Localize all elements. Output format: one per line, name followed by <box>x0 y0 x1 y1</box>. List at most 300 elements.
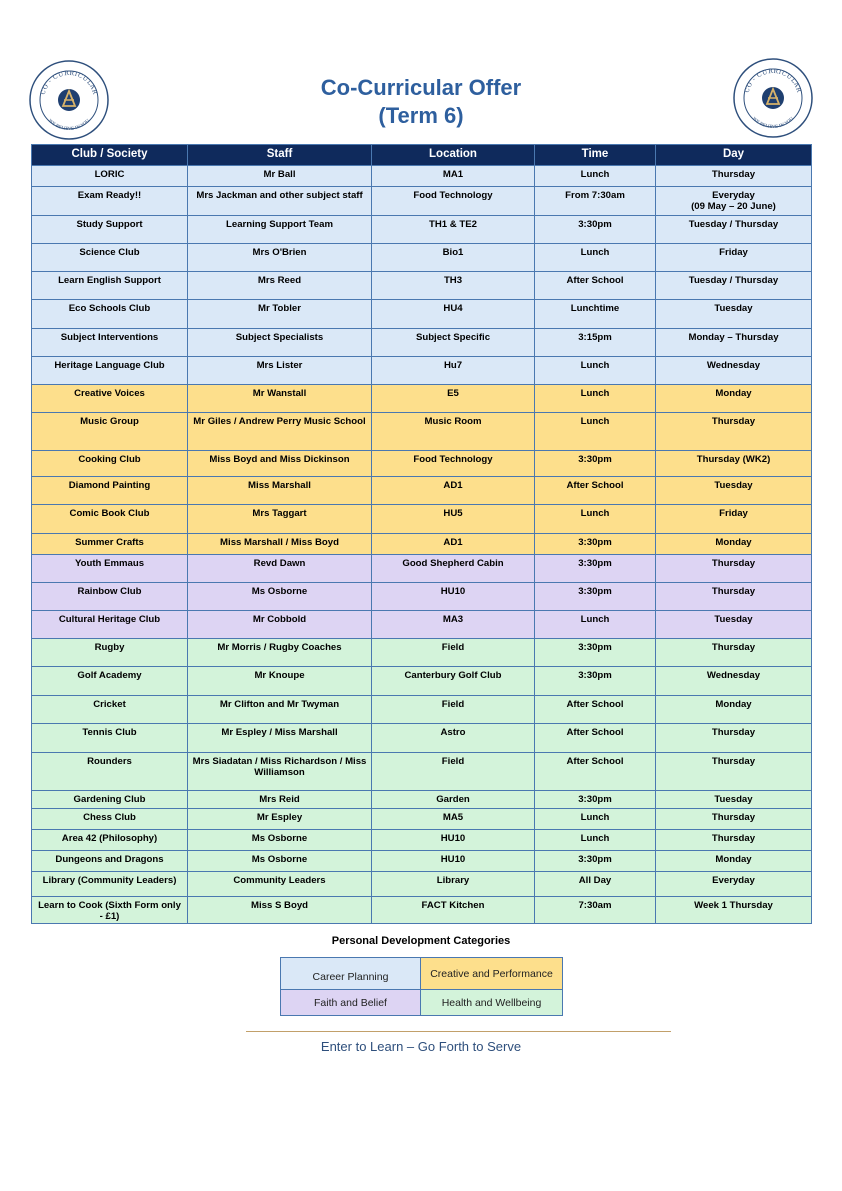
cell-text: Tennis Club <box>82 727 137 738</box>
cell-day <box>656 272 812 300</box>
cell-staff <box>188 451 372 477</box>
cell-text: Eco Schools Club <box>68 303 151 314</box>
table-row <box>32 477 812 505</box>
cell-text: 3:30pm <box>578 586 612 597</box>
cell-text: Thursday <box>711 833 756 844</box>
cell-staff <box>188 724 372 753</box>
cell-staff <box>188 872 372 897</box>
cell-text: TH3 <box>443 275 463 286</box>
cell-location <box>372 753 535 791</box>
cell-time <box>535 611 656 639</box>
cell-text: Field <box>441 699 465 710</box>
cell-time <box>535 329 656 357</box>
cell-club <box>32 872 188 897</box>
cell-text: LORIC <box>94 169 125 180</box>
cell-time <box>535 413 656 451</box>
cell-location <box>372 505 535 534</box>
cell-text: Mrs Reed <box>257 275 302 286</box>
column-header-staff: Staff <box>188 145 372 166</box>
cell-text: Bio1 <box>442 247 464 258</box>
footer-divider <box>246 1031 671 1032</box>
cell-location <box>372 555 535 583</box>
cell-time <box>535 166 656 187</box>
cell-text: Rainbow Club <box>77 586 142 597</box>
cell-location <box>372 639 535 667</box>
cell-text: 3:15pm <box>578 332 612 343</box>
cell-day <box>656 583 812 611</box>
cell-text: Mrs O'Brien <box>252 247 307 258</box>
cell-staff <box>188 611 372 639</box>
cell-time <box>535 272 656 300</box>
cell-location <box>372 724 535 753</box>
cell-text: Lunch <box>580 388 610 399</box>
cell-day <box>656 724 812 753</box>
table-row <box>32 809 812 830</box>
cell-text: Youth Emmaus <box>74 558 145 569</box>
cell-text: Mrs Taggart <box>252 508 307 519</box>
cell-text: Creative Voices <box>74 388 145 399</box>
cell-text: Everyday <box>712 190 755 201</box>
cell-location <box>372 385 535 413</box>
cell-text: Astro <box>440 727 466 738</box>
cell-text: Tuesday <box>714 614 753 625</box>
cell-text: Hu7 <box>443 360 463 371</box>
cell-text: After School <box>566 756 624 767</box>
table-row <box>32 897 812 924</box>
cell-text: Gardening Club <box>73 794 146 805</box>
cell-staff <box>188 851 372 872</box>
table-header-row <box>32 145 812 166</box>
cell-club <box>32 851 188 872</box>
cell-text: AD1 <box>443 480 463 491</box>
cell-location <box>372 851 535 872</box>
cell-text: Dungeons and Dragons <box>55 854 164 865</box>
cell-day <box>656 534 812 555</box>
cell-time <box>535 639 656 667</box>
table-row <box>32 272 812 300</box>
cell-club <box>32 534 188 555</box>
cell-day <box>656 413 812 451</box>
cell-text: Science Club <box>79 247 140 258</box>
cell-location <box>372 244 535 272</box>
cell-day <box>656 477 812 505</box>
cell-location <box>372 872 535 897</box>
cell-day <box>656 300 812 329</box>
cell-staff <box>188 534 372 555</box>
table-row <box>32 611 812 639</box>
cell-text: Thursday <box>711 642 756 653</box>
svg-text:CO - CURRICULAR: CO - CURRICULAR <box>743 67 803 94</box>
cell-text: Field <box>441 756 465 767</box>
cell-text: Summer Crafts <box>75 537 144 548</box>
cell-club <box>32 809 188 830</box>
cell-location <box>372 534 535 555</box>
cell-club <box>32 791 188 809</box>
cell-text: All Day <box>578 875 612 886</box>
cell-staff <box>188 329 372 357</box>
cell-club <box>32 187 188 216</box>
co-curricular-table <box>31 144 812 924</box>
cell-text: Chess Club <box>83 812 136 823</box>
cell-text: Learning Support Team <box>226 219 333 230</box>
cell-text: From 7:30am <box>565 190 625 201</box>
legend-title: Personal Development Categories <box>331 935 511 947</box>
cell-text: Ms Osborne <box>251 854 308 865</box>
cell-text: HU4 <box>443 303 463 314</box>
cell-text: Subject Interventions <box>60 332 159 343</box>
cell-text: Cultural Heritage Club <box>58 614 161 625</box>
cell-text: MA3 <box>442 614 464 625</box>
svg-text:WE BELIEVE IN YOU: WE BELIEVE IN YOU <box>47 117 91 132</box>
table-row <box>32 413 812 451</box>
column-header-location: Location <box>372 145 535 166</box>
cell-staff <box>188 696 372 724</box>
cell-staff <box>188 166 372 187</box>
cell-text: Golf Academy <box>77 670 142 681</box>
cell-staff <box>188 413 372 451</box>
cell-text: Canterbury Golf Club <box>404 670 502 681</box>
cell-text: Monday <box>715 388 752 399</box>
cell-text: TH1 & TE2 <box>429 219 477 230</box>
cell-day <box>656 639 812 667</box>
table-row <box>32 753 812 791</box>
cell-text: Tuesday / Thursday <box>688 219 779 230</box>
cell-day <box>656 505 812 534</box>
cell-staff <box>188 639 372 667</box>
cell-text: 7:30am <box>578 900 612 911</box>
cell-location <box>372 300 535 329</box>
cell-location <box>372 166 535 187</box>
cell-staff <box>188 244 372 272</box>
cell-staff <box>188 667 372 696</box>
cell-text: Lunch <box>580 360 610 371</box>
cell-text: Food Technology <box>413 454 493 465</box>
cell-text: Monday <box>715 699 752 710</box>
cell-club <box>32 385 188 413</box>
cell-time <box>535 830 656 851</box>
table-row <box>32 166 812 187</box>
cell-text: Tuesday <box>714 794 753 805</box>
cell-text: 3:30pm <box>578 642 612 653</box>
cell-text: Ms Osborne <box>251 833 308 844</box>
table-row <box>32 244 812 272</box>
cell-text: Heritage Language Club <box>54 360 165 371</box>
svg-text:WE BELIEVE IN YOU: WE BELIEVE IN YOU <box>751 115 795 130</box>
cell-text: Mrs Reid <box>259 794 300 805</box>
cell-time <box>535 851 656 872</box>
cell-day <box>656 357 812 385</box>
cell-location <box>372 791 535 809</box>
cell-time <box>535 555 656 583</box>
cell-text: Mr Cobbold <box>252 614 307 625</box>
cell-text: After School <box>566 699 624 710</box>
cell-text: Mr Wanstall <box>252 388 307 399</box>
cell-day <box>656 329 812 357</box>
cell-text: Thursday <box>711 586 756 597</box>
cell-staff <box>188 505 372 534</box>
cell-time <box>535 477 656 505</box>
cell-staff <box>188 809 372 830</box>
cell-text: Library (Community Leaders) <box>42 875 177 886</box>
page-subtitle: (Term 6) <box>378 103 464 128</box>
column-header-club: Club / Society <box>32 145 188 166</box>
cell-text: Lunch <box>580 416 610 427</box>
cell-text: MA5 <box>442 812 464 823</box>
table-row <box>32 791 812 809</box>
cell-text: Lunchtime <box>570 303 620 314</box>
cell-club <box>32 667 188 696</box>
cell-staff <box>188 300 372 329</box>
cell-club <box>32 753 188 791</box>
cell-club <box>32 166 188 187</box>
cell-club <box>32 300 188 329</box>
cell-text: Mr Espley <box>256 812 303 823</box>
cell-day <box>656 244 812 272</box>
cell-staff <box>188 216 372 244</box>
cell-staff <box>188 830 372 851</box>
cell-location <box>372 329 535 357</box>
cell-text: 3:30pm <box>578 670 612 681</box>
cell-club <box>32 505 188 534</box>
cell-location <box>372 272 535 300</box>
cell-text: Library <box>436 875 470 886</box>
cell-club <box>32 611 188 639</box>
table-row <box>32 851 812 872</box>
cell-staff <box>188 753 372 791</box>
cell-location <box>372 667 535 696</box>
cell-text: Thursday <box>711 812 756 823</box>
cell-text: 3:30pm <box>578 454 612 465</box>
cell-text: Mr Clifton and Mr Twyman <box>219 699 340 710</box>
cell-text: Tuesday <box>714 480 753 491</box>
column-header-day: Day <box>656 145 812 166</box>
cell-time <box>535 244 656 272</box>
cell-time <box>535 696 656 724</box>
cell-day <box>656 216 812 244</box>
table-row <box>32 505 812 534</box>
cell-text: Tuesday / Thursday <box>688 275 779 286</box>
cell-text: MA1 <box>442 169 464 180</box>
cell-day <box>656 555 812 583</box>
cell-location <box>372 357 535 385</box>
cell-text: Thursday <box>711 416 756 427</box>
cell-location <box>372 611 535 639</box>
cell-text: HU10 <box>440 854 466 865</box>
cell-day <box>656 451 812 477</box>
cell-day <box>656 791 812 809</box>
cell-club <box>32 724 188 753</box>
cell-text: Mr Morris / Rugby Coaches <box>217 642 342 653</box>
legend-health-wellbeing: Health and Wellbeing <box>421 990 563 1016</box>
cell-text: 3:30pm <box>578 794 612 805</box>
cell-location <box>372 477 535 505</box>
cell-text: Cooking Club <box>78 454 141 465</box>
cell-time <box>535 357 656 385</box>
cell-club <box>32 357 188 385</box>
cell-club <box>32 329 188 357</box>
cell-text: After School <box>566 480 624 491</box>
cell-time <box>535 187 656 216</box>
cell-staff <box>188 555 372 583</box>
cell-text: AD1 <box>443 537 463 548</box>
cell-text: Mrs Jackman and other subject staff <box>196 190 363 201</box>
cell-text: Week 1 Thursday <box>694 900 773 911</box>
cell-text: Community Leaders <box>233 875 326 886</box>
cell-text: After School <box>566 275 624 286</box>
cell-staff <box>188 272 372 300</box>
cell-text: After School <box>566 727 624 738</box>
table-row <box>32 357 812 385</box>
table-row <box>32 872 812 897</box>
cell-day <box>656 166 812 187</box>
cell-text: Music Room <box>424 416 482 427</box>
cell-day <box>656 187 812 216</box>
cell-location <box>372 830 535 851</box>
cell-text: Thursday <box>711 169 756 180</box>
cell-text: Monday <box>715 537 752 548</box>
cell-day <box>656 872 812 897</box>
cell-club <box>32 830 188 851</box>
cell-time <box>535 809 656 830</box>
cell-text: Lunch <box>580 508 610 519</box>
cell-club <box>32 451 188 477</box>
cell-text: Rounders <box>87 756 132 767</box>
cell-text: Revd Dawn <box>253 558 306 569</box>
cell-time <box>535 385 656 413</box>
cell-text: Wednesday <box>706 360 761 371</box>
cell-text: Thursday <box>711 756 756 767</box>
cell-text: Diamond Painting <box>68 480 151 491</box>
cell-text: HU10 <box>440 833 466 844</box>
cell-text: Lunch <box>580 247 610 258</box>
legend-creative-performance: Creative and Performance <box>421 958 563 990</box>
cell-text: Thursday <box>711 727 756 738</box>
cell-day <box>656 667 812 696</box>
cell-location <box>372 187 535 216</box>
cell-text: Lunch <box>580 169 610 180</box>
cell-time <box>535 872 656 897</box>
cell-club <box>32 216 188 244</box>
cell-time <box>535 667 656 696</box>
footer-motto: Enter to Learn – Go Forth to Serve <box>320 1039 522 1054</box>
cell-location <box>372 809 535 830</box>
cell-text: Garden <box>436 794 470 805</box>
cell-text: Miss Boyd and Miss Dickinson <box>209 454 350 465</box>
cell-location <box>372 696 535 724</box>
cell-day <box>656 851 812 872</box>
cell-club <box>32 244 188 272</box>
cell-text: Comic Book Club <box>69 508 150 519</box>
cell-text: E5 <box>447 388 459 399</box>
table-row <box>32 724 812 753</box>
cell-time <box>535 791 656 809</box>
cell-text: Lunch <box>580 614 610 625</box>
page-title: Co-Curricular Offer <box>320 75 522 100</box>
cell-text: Rugby <box>94 642 125 653</box>
cell-staff <box>188 357 372 385</box>
cell-text: Everyday <box>712 875 755 886</box>
cell-time <box>535 897 656 924</box>
table-row <box>32 451 812 477</box>
cell-text: Study Support <box>76 219 143 230</box>
cell-club <box>32 639 188 667</box>
cell-club <box>32 696 188 724</box>
table-row <box>32 216 812 244</box>
cell-staff <box>188 583 372 611</box>
cell-time <box>535 534 656 555</box>
cell-text: Monday <box>715 854 752 865</box>
cell-time <box>535 583 656 611</box>
cell-text: Mr Giles / Andrew Perry Music School <box>193 416 366 427</box>
cell-location <box>372 897 535 924</box>
cell-location <box>372 451 535 477</box>
cell-text: HU5 <box>443 508 463 519</box>
cell-time <box>535 724 656 753</box>
cell-text: Mr Tobler <box>258 303 301 314</box>
cell-text: 3:30pm <box>578 558 612 569</box>
table-row <box>32 187 812 216</box>
cell-staff <box>188 385 372 413</box>
table-row <box>32 667 812 696</box>
cell-text: Good Shepherd Cabin <box>402 558 504 569</box>
cell-day <box>656 696 812 724</box>
cell-text: Friday <box>719 247 748 258</box>
cell-text: Monday – Thursday <box>688 332 779 343</box>
cell-club <box>32 555 188 583</box>
cell-staff <box>188 477 372 505</box>
cell-text: Food Technology <box>413 190 493 201</box>
table-row <box>32 329 812 357</box>
cell-location <box>372 583 535 611</box>
cell-staff <box>188 791 372 809</box>
cell-day <box>656 611 812 639</box>
legend-faith-belief: Faith and Belief <box>281 990 421 1016</box>
table-row <box>32 534 812 555</box>
cell-text: Wednesday <box>706 670 761 681</box>
cell-club <box>32 897 188 924</box>
cell-text: Miss Marshall <box>248 480 311 491</box>
cell-text: Mr Ball <box>263 169 296 180</box>
table-row <box>32 583 812 611</box>
table-row <box>32 639 812 667</box>
cell-text: Area 42 (Philosophy) <box>61 833 158 844</box>
cell-club <box>32 413 188 451</box>
cell-day <box>656 897 812 924</box>
cell-text: Mr Espley / Miss Marshall <box>221 727 338 738</box>
cell-time <box>535 505 656 534</box>
cell-day <box>656 830 812 851</box>
cell-club <box>32 272 188 300</box>
cell-text: Lunch <box>580 833 610 844</box>
cell-text: Mr Knoupe <box>254 670 305 681</box>
cell-text: Learn English Support <box>58 275 161 286</box>
cell-text: Music Group <box>80 416 139 427</box>
cell-text: Lunch <box>580 812 610 823</box>
cell-text: 3:30pm <box>578 537 612 548</box>
cell-text: 3:30pm <box>578 219 612 230</box>
cell-text: Friday <box>719 508 748 519</box>
cell-time <box>535 300 656 329</box>
cell-day <box>656 385 812 413</box>
cell-text: 3:30pm <box>578 854 612 865</box>
cell-text: Miss Marshall / Miss Boyd <box>220 537 339 548</box>
cell-text: Tuesday <box>714 303 753 314</box>
cell-location <box>372 413 535 451</box>
cell-day <box>656 809 812 830</box>
cell-text: Subject Specialists <box>235 332 324 343</box>
cell-text-dates: (09 May – 20 June) <box>691 201 776 213</box>
cell-text: Learn to Cook (Sixth Form only - £1) <box>38 900 181 923</box>
